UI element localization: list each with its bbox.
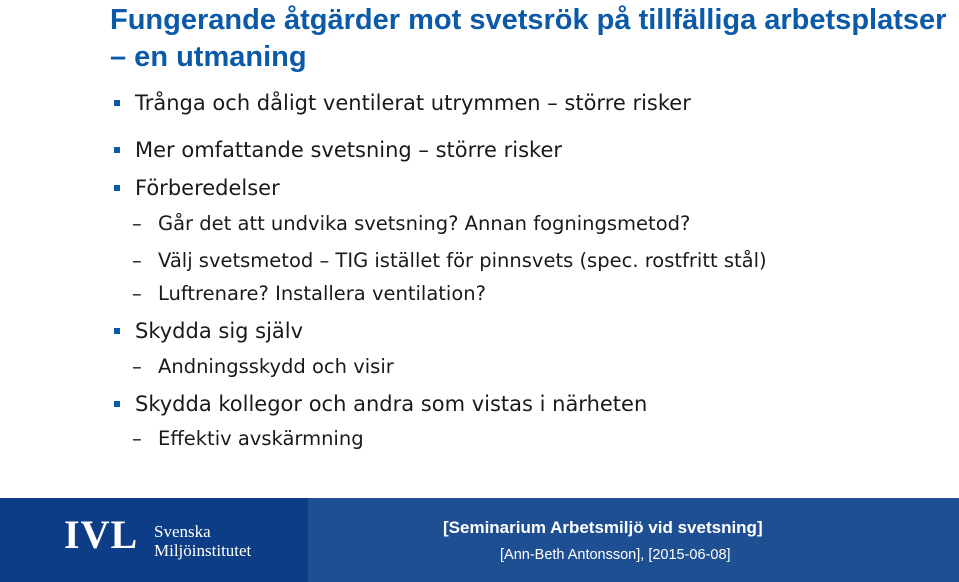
bullet-item (112, 90, 952, 116)
square-bullet-icon (114, 401, 120, 407)
sub-bullet-item (112, 281, 952, 306)
square-bullet-icon (114, 185, 120, 191)
bullet-list (112, 90, 952, 451)
ivl-logo-name (154, 522, 251, 560)
dash-bullet-icon: – (132, 282, 142, 305)
logo-name-line2: Miljöinstitutet (154, 541, 252, 560)
sub-bullet-text: Välj svetsmetod – TIG istället för pinnsvets (spec. rostfritt stål) (158, 249, 767, 272)
seminar-title: [Seminarium Arbetsmiljö vid svetsning] (443, 518, 763, 537)
bullet-item (112, 137, 952, 163)
sub-bullet-text: Effektiv avskärmning (158, 427, 364, 450)
bullet-item (112, 318, 952, 344)
footer-bar (0, 498, 959, 582)
bullet-item (112, 391, 952, 417)
bullet-text: Skydda sig själv (135, 319, 304, 343)
bullet-text: Trånga och dåligt ventilerat utrymmen – större risker (135, 91, 691, 115)
slide-title: Fungerande åtgärder mot svetsrök på tillfälliga arbetsplatser – en utmaning (110, 4, 947, 73)
sub-bullet-text: Luftrenare? Installera ventilation? (158, 282, 486, 305)
square-bullet-icon (114, 147, 120, 153)
sub-bullet-item (112, 211, 952, 236)
bullet-text: Skydda kollegor och andra som vistas i närheten (135, 392, 648, 416)
dash-bullet-icon: – (132, 355, 142, 378)
sub-bullet-text: Går det att undvika svetsning? Annan fogningsmetod? (158, 212, 691, 235)
bullet-text: Mer omfattande svetsning – större risker (135, 138, 563, 162)
ivl-logo: IVL (64, 512, 139, 557)
bullet-text: Förberedelser (135, 176, 280, 200)
sub-bullet-item (112, 248, 952, 273)
dash-bullet-icon: – (132, 427, 142, 450)
sub-bullet-text: Andningsskydd och visir (158, 355, 394, 378)
dash-bullet-icon: – (132, 249, 142, 272)
dash-bullet-icon: – (132, 212, 142, 235)
bullet-item (112, 175, 952, 201)
logo-name-line1: Svenska (154, 522, 211, 541)
author-date: [Ann-Beth Antonsson], [2015-06-08] (500, 547, 731, 563)
sub-bullet-item (112, 354, 952, 379)
square-bullet-icon (114, 328, 120, 334)
square-bullet-icon (114, 100, 120, 106)
logo-panel (0, 498, 308, 582)
sub-bullet-item (112, 426, 952, 451)
